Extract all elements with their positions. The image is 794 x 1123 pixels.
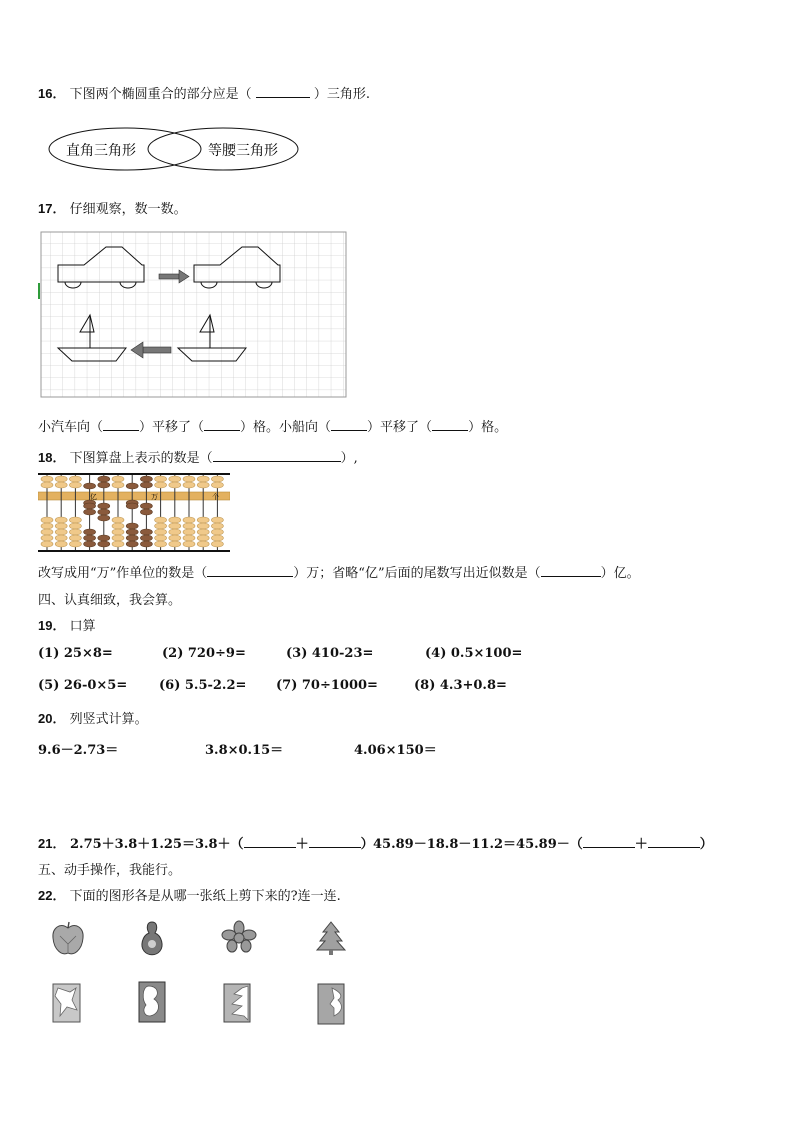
paper-piece-3[interactable] bbox=[220, 982, 254, 1024]
q21-blank-4[interactable] bbox=[648, 834, 700, 848]
q17-fill-p2: ）平移了（ bbox=[139, 420, 205, 435]
abacus-bead[interactable] bbox=[183, 529, 195, 535]
abacus-number-blank[interactable] bbox=[213, 448, 341, 462]
q17-fill-p1: 小汽车向（ bbox=[38, 420, 104, 435]
q18-text-after: ）, bbox=[340, 451, 358, 466]
abacus-bead[interactable] bbox=[126, 541, 138, 547]
abacus-bead[interactable] bbox=[140, 509, 152, 515]
section4-title: 四、认真细致，我会算。 bbox=[38, 593, 182, 608]
abacus-bead[interactable] bbox=[55, 535, 67, 541]
abacus-bead[interactable] bbox=[211, 535, 223, 541]
flower-shape-icon[interactable] bbox=[220, 920, 258, 954]
q22-number: 22． bbox=[38, 888, 66, 903]
abacus-bead[interactable] bbox=[98, 535, 110, 541]
abacus-bead[interactable] bbox=[55, 482, 67, 488]
q16-text-before: 下图两个椭圆重合的部分应是（ bbox=[69, 87, 252, 102]
q21-expr2-after: ） bbox=[699, 837, 713, 852]
vertical-calc-2: 3.8×0.15＝ bbox=[205, 743, 284, 758]
abacus-bead[interactable] bbox=[126, 529, 138, 535]
abacus-bead[interactable] bbox=[183, 535, 195, 541]
q16-answer-blank[interactable] bbox=[256, 84, 310, 98]
abacus-bead[interactable] bbox=[84, 483, 96, 489]
abacus-bead[interactable] bbox=[41, 541, 53, 547]
paper-piece-4[interactable] bbox=[314, 982, 348, 1026]
abacus-bead[interactable] bbox=[169, 541, 181, 547]
wan-unit-blank[interactable] bbox=[207, 563, 293, 577]
abacus-bead[interactable] bbox=[69, 517, 81, 523]
abacus-bead[interactable] bbox=[126, 483, 138, 489]
abacus-bead[interactable] bbox=[41, 482, 53, 488]
abacus-bead[interactable] bbox=[211, 523, 223, 529]
abacus-mark-yi: 亿 bbox=[90, 493, 97, 501]
abacus-bead[interactable] bbox=[84, 541, 96, 547]
abacus-bead[interactable] bbox=[84, 503, 96, 509]
q17-line bbox=[38, 198, 187, 217]
vertical-calc-3: 4.06×150＝ bbox=[354, 743, 437, 758]
q20-number: 20． bbox=[38, 711, 66, 726]
oral-item-8: (8) 4.3+0.8= bbox=[414, 678, 507, 693]
oral-item-3: (3) 410-23= bbox=[286, 646, 374, 661]
abacus-bead[interactable] bbox=[183, 523, 195, 529]
q20-title: 列竖式计算。 bbox=[69, 712, 148, 727]
q21-line bbox=[38, 833, 374, 852]
abacus-bead[interactable] bbox=[98, 503, 110, 509]
abacus-bead[interactable] bbox=[69, 541, 81, 547]
abacus-bead[interactable] bbox=[169, 523, 181, 529]
apple-shape-icon[interactable] bbox=[50, 920, 86, 958]
abacus-bead[interactable] bbox=[183, 476, 195, 482]
abacus-bead[interactable] bbox=[126, 523, 138, 529]
q21-line-2 bbox=[373, 833, 713, 852]
q17-fill-p4: ）平移了（ bbox=[367, 420, 433, 435]
abacus-bead[interactable] bbox=[112, 482, 124, 488]
abacus-bead[interactable] bbox=[41, 476, 53, 482]
abacus-bead[interactable] bbox=[41, 523, 53, 529]
abacus-bead[interactable] bbox=[98, 482, 110, 488]
q21-blank-3[interactable] bbox=[583, 834, 635, 848]
abacus-bead[interactable] bbox=[169, 476, 181, 482]
q21-number: 21． bbox=[38, 836, 66, 851]
abacus-bead[interactable] bbox=[140, 503, 152, 509]
abacus-bead[interactable] bbox=[155, 476, 167, 482]
oral-item-7: (7) 70÷1000= bbox=[276, 678, 378, 693]
abacus-bead[interactable] bbox=[197, 482, 209, 488]
abacus-bead[interactable] bbox=[112, 476, 124, 482]
q18-text-before: 下图算盘上表示的数是（ bbox=[69, 451, 213, 466]
paper-piece-2[interactable] bbox=[136, 980, 168, 1024]
boat-direction-blank[interactable] bbox=[331, 417, 367, 431]
vertical-calc-1: 9.6－2.73＝ bbox=[38, 743, 119, 758]
left-ellipse-label: 直角三角形 bbox=[66, 143, 136, 159]
abacus-bead[interactable] bbox=[197, 529, 209, 535]
q17-fill-line bbox=[38, 416, 507, 435]
q17-fill-p3: ）格。小船向（ bbox=[240, 420, 332, 435]
abacus-bead[interactable] bbox=[98, 541, 110, 547]
abacus-bead[interactable] bbox=[140, 529, 152, 535]
abacus-bead[interactable] bbox=[197, 517, 209, 523]
abacus-bead[interactable] bbox=[55, 476, 67, 482]
abacus-bead[interactable] bbox=[112, 535, 124, 541]
q21-blank-2[interactable] bbox=[309, 834, 361, 848]
abacus-bead[interactable] bbox=[69, 482, 81, 488]
abacus-bead[interactable] bbox=[169, 517, 181, 523]
q19-title: 口算 bbox=[69, 619, 96, 634]
q16-line bbox=[38, 83, 370, 102]
q17-number: 17． bbox=[38, 201, 66, 216]
boat-distance-blank[interactable] bbox=[432, 417, 468, 431]
abacus-bead[interactable] bbox=[98, 476, 110, 482]
abacus-bead[interactable] bbox=[155, 535, 167, 541]
abacus-bead[interactable] bbox=[140, 535, 152, 541]
tree-shape-icon[interactable] bbox=[315, 920, 347, 956]
abacus-bead[interactable] bbox=[140, 476, 152, 482]
q20-line bbox=[38, 708, 148, 727]
abacus-bead[interactable] bbox=[183, 541, 195, 547]
abacus-bead[interactable] bbox=[84, 509, 96, 515]
section5-title: 五、动手操作，我能行。 bbox=[38, 863, 182, 878]
abacus-bead[interactable] bbox=[155, 482, 167, 488]
abacus-bead[interactable] bbox=[55, 517, 67, 523]
q21-expr2-before: 45.89－18.8－11.2＝45.89－（ bbox=[373, 837, 583, 852]
abacus-bead[interactable] bbox=[126, 503, 138, 509]
abacus-bead[interactable] bbox=[169, 529, 181, 535]
abacus-bead[interactable] bbox=[69, 535, 81, 541]
q21-expr1-mid: ＋ bbox=[295, 837, 309, 852]
abacus-mark-wan: 万 bbox=[151, 493, 158, 501]
grid-paper bbox=[41, 232, 346, 397]
abacus-bead[interactable] bbox=[183, 482, 195, 488]
oral-item-6: (6) 5.5-2.2= bbox=[159, 678, 247, 693]
abacus-mark-ge: 个 bbox=[212, 493, 219, 501]
abacus-bead[interactable] bbox=[69, 523, 81, 529]
abacus-bead[interactable] bbox=[69, 476, 81, 482]
abacus-bead[interactable] bbox=[55, 541, 67, 547]
green-marker bbox=[38, 283, 40, 299]
abacus-bead[interactable] bbox=[55, 529, 67, 535]
abacus-bead[interactable] bbox=[98, 509, 110, 515]
abacus-bead[interactable] bbox=[112, 529, 124, 535]
oral-item-2: (2) 720÷9= bbox=[162, 646, 246, 661]
q18-number: 18． bbox=[38, 450, 66, 465]
abacus-beam bbox=[38, 492, 230, 500]
abacus-bead[interactable] bbox=[197, 541, 209, 547]
q21-blank-1[interactable] bbox=[244, 834, 296, 848]
abacus-bead[interactable] bbox=[197, 523, 209, 529]
translation-grid-figure bbox=[38, 231, 348, 399]
q22-text: 下面的图形各是从哪一张纸上剪下来的?连一连. bbox=[69, 889, 341, 904]
venn-diagram bbox=[48, 124, 306, 174]
abacus-bead[interactable] bbox=[155, 541, 167, 547]
abacus-bead[interactable] bbox=[155, 529, 167, 535]
abacus-bead[interactable] bbox=[211, 476, 223, 482]
q19-number: 19． bbox=[38, 618, 66, 633]
q21-expr1-after: ） bbox=[360, 837, 374, 852]
gourd-shape-icon[interactable] bbox=[136, 920, 168, 958]
abacus-bead[interactable] bbox=[41, 517, 53, 523]
oral-item-5: (5) 26-0×5= bbox=[38, 678, 128, 693]
abacus-bead[interactable] bbox=[41, 535, 53, 541]
q22-line bbox=[38, 885, 341, 904]
abacus-bead[interactable] bbox=[155, 517, 167, 523]
abacus-bead[interactable] bbox=[55, 523, 67, 529]
abacus-bead[interactable] bbox=[211, 482, 223, 488]
abacus-bead[interactable] bbox=[197, 535, 209, 541]
abacus-figure bbox=[38, 470, 230, 556]
q18-rewrite-p3: ）亿。 bbox=[600, 566, 640, 581]
right-ellipse-label: 等腰三角形 bbox=[208, 143, 278, 159]
abacus-bead[interactable] bbox=[112, 541, 124, 547]
car-distance-blank[interactable] bbox=[204, 417, 240, 431]
paper-piece-1[interactable] bbox=[50, 982, 84, 1024]
abacus-bead[interactable] bbox=[84, 535, 96, 541]
q17-text: 仔细观察，数一数。 bbox=[69, 202, 187, 217]
abacus-bead[interactable] bbox=[211, 541, 223, 547]
abacus-bead[interactable] bbox=[140, 482, 152, 488]
abacus-bead[interactable] bbox=[155, 523, 167, 529]
q21-expr1-before: 2.75＋3.8＋1.25＝3.8＋（ bbox=[70, 837, 244, 852]
yi-approx-blank[interactable] bbox=[541, 563, 601, 577]
abacus-bead[interactable] bbox=[98, 515, 110, 521]
q18-rewrite-p1: 改写成用“万”作单位的数是（ bbox=[38, 566, 208, 581]
abacus-bead[interactable] bbox=[140, 541, 152, 547]
abacus-bead[interactable] bbox=[69, 529, 81, 535]
q18-line bbox=[38, 447, 358, 466]
abacus-bead[interactable] bbox=[112, 523, 124, 529]
abacus-bead[interactable] bbox=[41, 529, 53, 535]
q21-expr2-mid: ＋ bbox=[634, 837, 648, 852]
oral-item-4: (4) 0.5×100= bbox=[425, 646, 523, 661]
abacus-bead[interactable] bbox=[126, 535, 138, 541]
abacus-bead[interactable] bbox=[197, 476, 209, 482]
abacus-bead[interactable] bbox=[84, 529, 96, 535]
abacus-bead[interactable] bbox=[169, 482, 181, 488]
q17-fill-p5: ）格。 bbox=[468, 420, 508, 435]
q16-number: 16． bbox=[38, 86, 66, 101]
q18-rewrite-line bbox=[38, 562, 640, 581]
abacus-bead[interactable] bbox=[169, 535, 181, 541]
car-direction-blank[interactable] bbox=[103, 417, 139, 431]
q19-line bbox=[38, 615, 96, 634]
abacus-bead[interactable] bbox=[183, 517, 195, 523]
oral-item-1: (1) 25×8= bbox=[38, 646, 113, 661]
q18-rewrite-p2: ）万；省略“亿”后面的尾数写出近似数是（ bbox=[293, 566, 541, 581]
abacus-bead[interactable] bbox=[112, 517, 124, 523]
q16-text-after: ）三角形. bbox=[313, 87, 371, 102]
abacus-bead[interactable] bbox=[211, 529, 223, 535]
abacus-bead[interactable] bbox=[211, 517, 223, 523]
